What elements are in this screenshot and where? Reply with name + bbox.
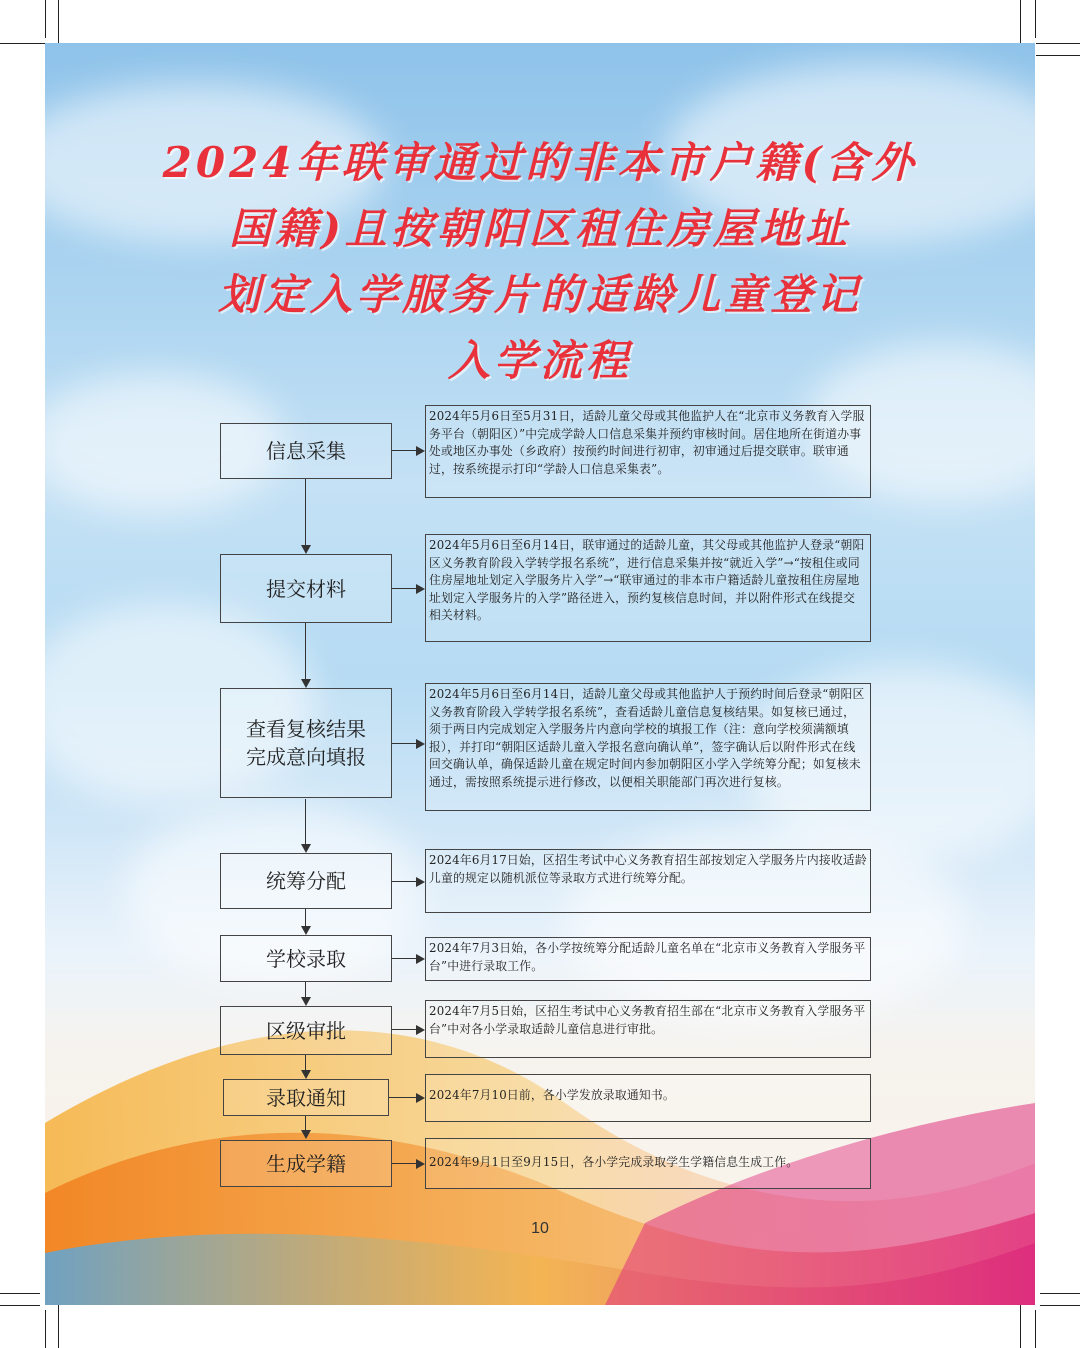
step-description: 2024年5月6日至6月14日，联审通过的适龄儿童，其父母或其他监护人登录“朝阳区义务教育阶段入学转学报名系统”，进行信息采集并按“就近入学”→“按租住或同住房屋地址划定入学服务片入学”→“联审通过的非本市户籍适龄儿童按租住房屋地址划定入学服务片的入学”路径进入，预约复核信息时间，并以附件形式在线提交相关材料。 xyxy=(425,534,871,642)
flow-connector xyxy=(391,1029,417,1030)
arrow-down-icon xyxy=(301,844,311,853)
flow-connector xyxy=(388,1097,417,1098)
crop-mark xyxy=(1035,1310,1036,1348)
crop-mark xyxy=(0,1305,40,1306)
step-label: 统筹分配 xyxy=(266,869,346,893)
flow-connector xyxy=(305,478,306,546)
title-line: 入学流程 xyxy=(447,336,632,385)
step-box-student-registry xyxy=(220,1140,392,1187)
step-label: 生成学籍 xyxy=(266,1151,346,1176)
arrow-right-icon xyxy=(416,739,425,749)
crop-mark xyxy=(1036,43,1080,44)
step-description: 2024年7月10日前，各小学发放录取通知书。 xyxy=(425,1074,871,1122)
step-box-admission-notice xyxy=(223,1079,389,1116)
flow-connector xyxy=(391,881,417,882)
crop-mark xyxy=(58,1300,59,1348)
flow-connector xyxy=(391,1163,417,1164)
flow-connector xyxy=(305,622,306,680)
step-label: 学校录取 xyxy=(266,946,346,971)
arrow-right-icon xyxy=(416,1093,425,1103)
flow-connector xyxy=(391,588,417,589)
step-description: 2024年7月3日始，各小学按统筹分配适龄儿童名单在“北京市义务教育入学服务平台”中进行录取工作。 xyxy=(425,937,871,981)
step-label: 区级审批 xyxy=(266,1018,346,1043)
arrow-down-icon xyxy=(301,545,311,554)
title-line: 划定入学服务片的适龄儿童登记 xyxy=(217,270,862,319)
crop-mark xyxy=(45,0,46,38)
step-box-info-collection xyxy=(220,423,392,479)
arrow-right-icon xyxy=(416,877,425,887)
step-label: 录取通知 xyxy=(266,1085,346,1110)
crop-mark xyxy=(45,1310,46,1348)
flow-connector xyxy=(305,1115,306,1131)
step-label: 提交材料 xyxy=(266,576,346,601)
flow-connector xyxy=(391,450,417,451)
arrow-down-icon xyxy=(301,1070,311,1079)
step-box-district-approval xyxy=(220,1006,392,1055)
title-line: 国籍)且按朝阳区租住房屋地址 xyxy=(229,204,851,253)
flow-connector xyxy=(305,1054,306,1071)
step-box-submit-materials xyxy=(220,554,392,623)
crop-mark xyxy=(0,1293,40,1294)
step-box-school-admission xyxy=(220,935,392,982)
step-description: 2024年5月6日至6月14日，适龄儿童父母或其他监护人于预约时间后登录“朝阳区义务教育阶段入学转学报名系统”，查看适龄儿童信息复核结果。如复核已通过，须于两日内完成划定入学服务片内意向学校的填报工作（注：意向学校须满额填报），并打印“朝阳区适龄儿童入学报名意向确认单”，签字确认后以附件形式在线回交确认单，确保适龄儿童在规定时间内参加朝阳区小学入学统筹分配；如复核未通过，需按照系统提示进行修改，以便相关职能部门再次进行复核。 xyxy=(425,683,871,811)
step-description: 2024年7月5日始，区招生考试中心义务教育招生部在“北京市义务教育入学服务平台”中对各小学录取适龄儿童信息进行审批。 xyxy=(425,1000,871,1058)
step-description: 2024年9月1日至9月15日，各小学完成录取学生学籍信息生成工作。 xyxy=(425,1138,871,1189)
flow-connector xyxy=(305,799,306,845)
crop-mark xyxy=(1040,1305,1080,1306)
flow-connector xyxy=(391,743,417,744)
arrow-down-icon xyxy=(301,1130,311,1139)
crop-mark xyxy=(1020,1300,1021,1348)
crop-mark xyxy=(1036,55,1080,56)
flow-connector xyxy=(391,958,417,959)
title-line: 2024年联审通过的非本市户籍(含外 xyxy=(162,138,918,187)
crop-mark xyxy=(1035,0,1036,38)
page-number: 10 xyxy=(531,1220,549,1237)
arrow-down-icon xyxy=(301,926,311,935)
arrow-right-icon xyxy=(416,1025,425,1035)
flow-connector xyxy=(305,908,306,927)
arrow-down-icon xyxy=(301,997,311,1006)
page-title xyxy=(0,130,1080,394)
step-label: 信息采集 xyxy=(266,439,346,463)
arrow-right-icon xyxy=(416,584,425,594)
step-box-review-result xyxy=(220,688,392,798)
arrow-right-icon xyxy=(416,954,425,964)
crop-mark xyxy=(1040,1293,1080,1294)
arrow-down-icon xyxy=(301,679,311,688)
flow-connector xyxy=(305,981,306,998)
step-description: 2024年5月6日至5月31日，适龄儿童父母或其他监护人在“北京市义务教育入学服务平台（朝阳区）”中完成学龄人口信息采集并预约审核时间。居住地所在街道办事处或地区办事处（乡政府）按预约时间进行初审，初审通过后提交联审。联审通过，按系统提示打印“学龄人口信息采集表”。 xyxy=(425,405,871,498)
arrow-right-icon xyxy=(416,446,425,456)
step-label: 查看复核结果完成意向填报 xyxy=(246,717,366,769)
step-description: 2024年6月17日始，区招生考试中心义务教育招生部按划定入学服务片内接收适龄儿童的规定以随机派位等录取方式进行统筹分配。 xyxy=(425,849,871,913)
arrow-right-icon xyxy=(416,1159,425,1169)
step-box-allocation xyxy=(220,853,392,909)
